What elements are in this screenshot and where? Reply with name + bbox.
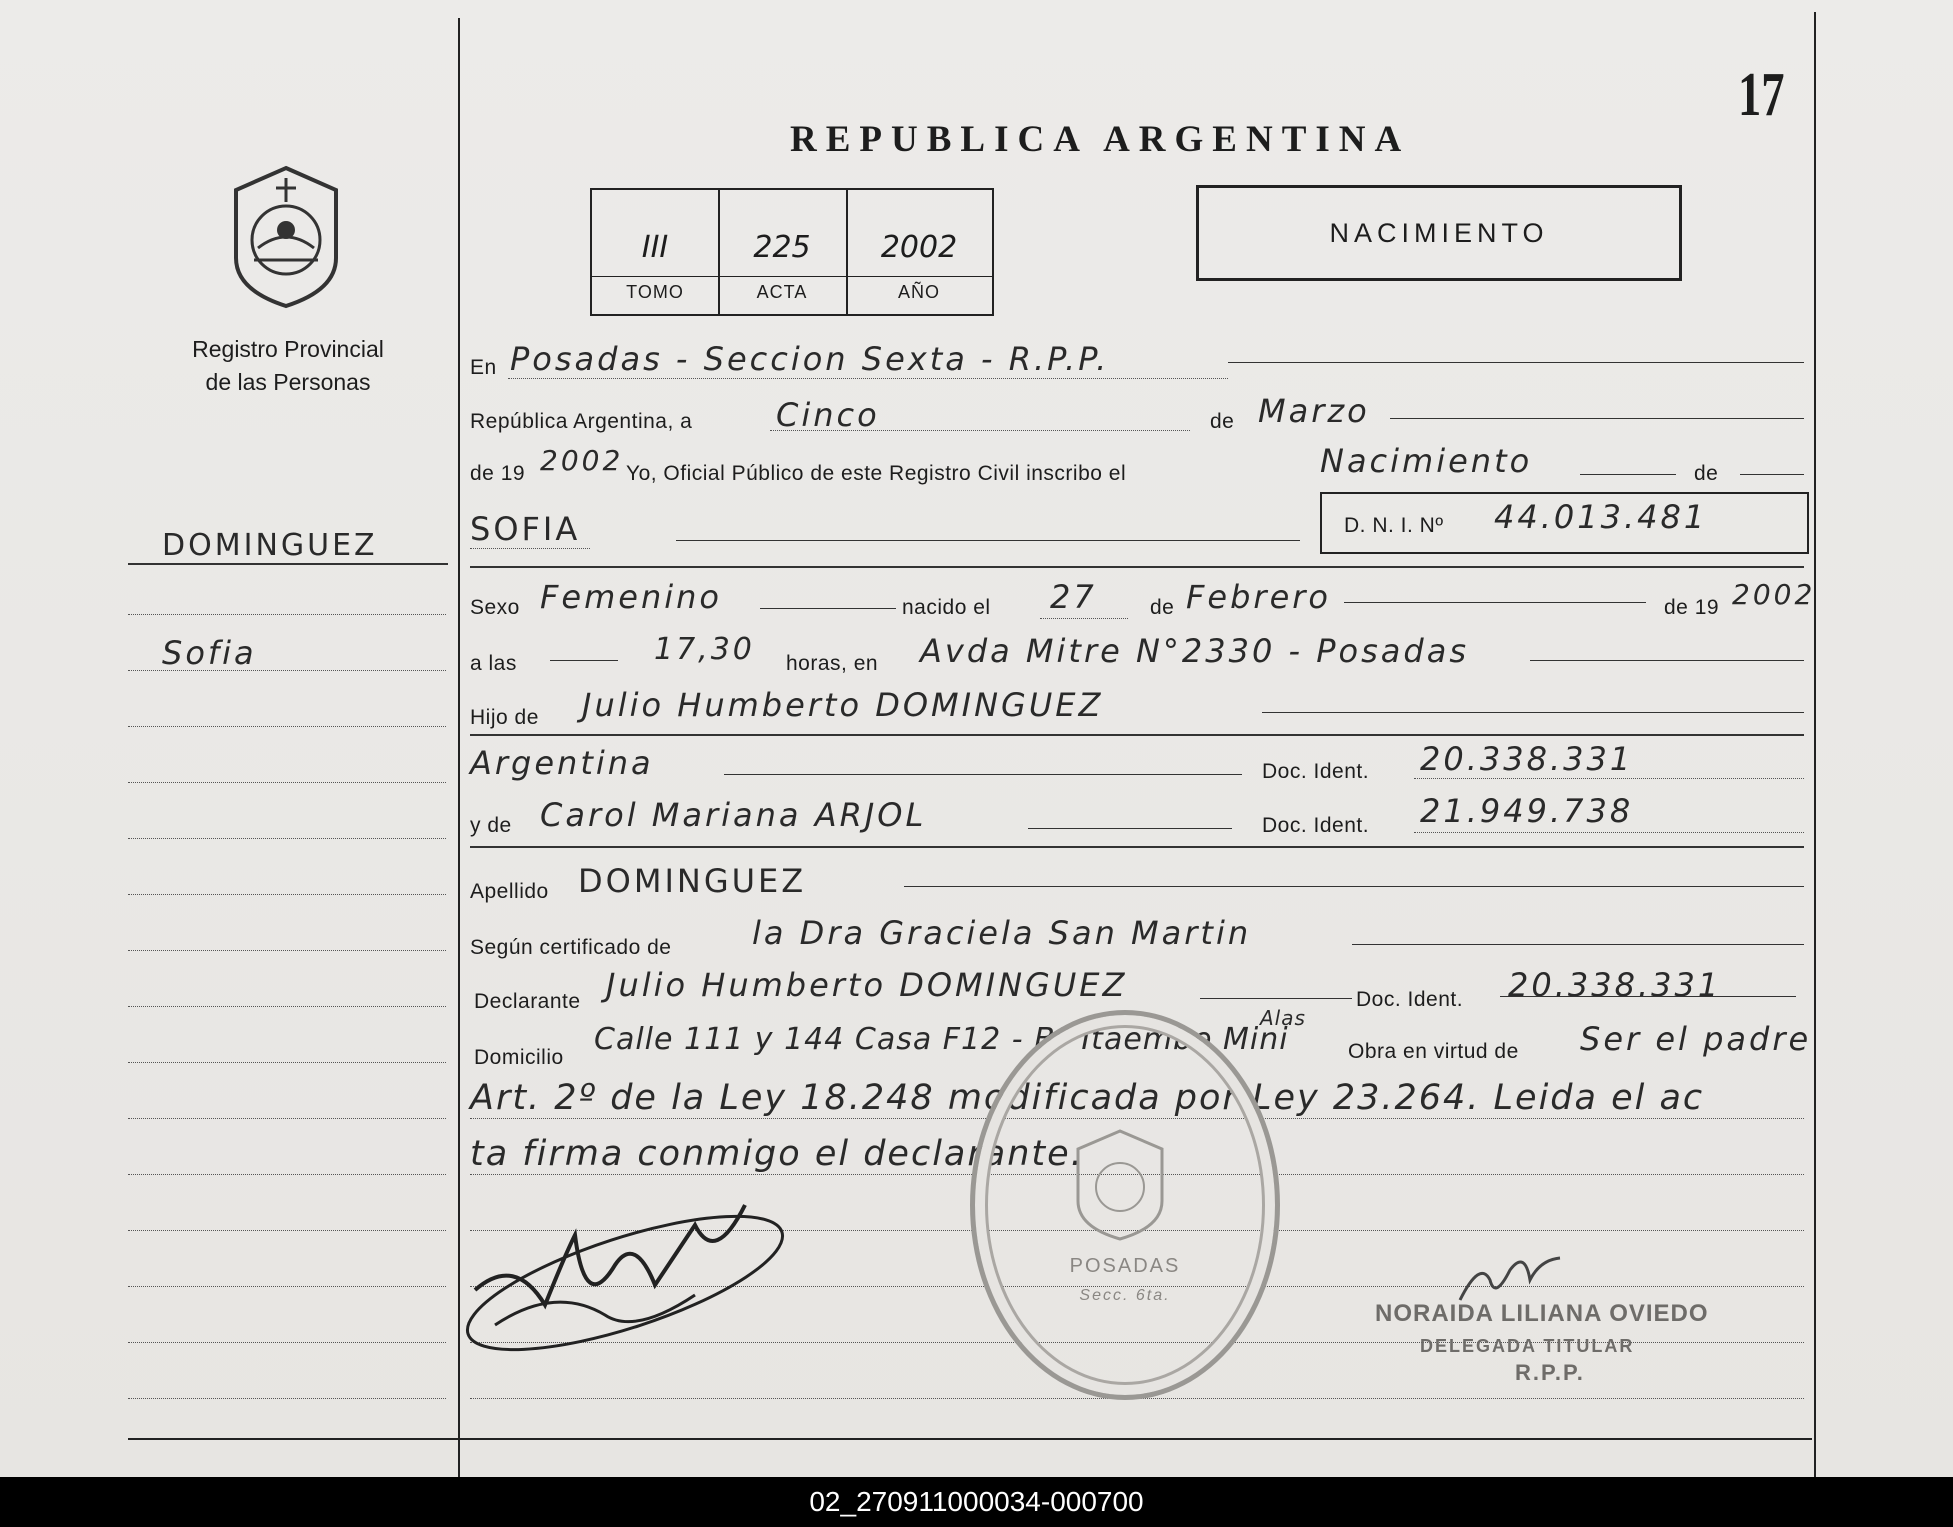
nacido-mes: Febrero	[1186, 578, 1331, 616]
bottom-border	[128, 1438, 1812, 1440]
margin-line	[128, 894, 446, 895]
official-role: DELEGADA TITULAR	[1420, 1336, 1635, 1356]
sexo-label: Sexo	[470, 596, 520, 619]
anio-cell	[846, 190, 992, 314]
de2-label: de	[1150, 596, 1175, 619]
acta-cell	[718, 190, 848, 314]
segun-label: Según certificado de	[470, 936, 672, 959]
padre-value: Julio Humberto DOMINGUEZ	[582, 686, 1104, 724]
margin-line	[128, 1230, 446, 1231]
mes-value: Marzo	[1258, 392, 1370, 430]
name-dotted-line	[470, 548, 590, 549]
obra-label: Obra en virtud de	[1348, 1040, 1519, 1063]
doc-label-2: Doc. Ident.	[1262, 814, 1370, 837]
nacido-dia: 27	[1050, 578, 1097, 616]
text-line-1: Art. 2º de la Ley 18.248 modificada por Ley 23.264. Leida el ac	[470, 1078, 1705, 1118]
doc-label-3: Doc. Ident.	[1356, 988, 1464, 1011]
official-office: R.P.P.	[1515, 1360, 1585, 1385]
hijo-label: Hijo de	[470, 706, 539, 729]
section-divider	[470, 566, 1804, 568]
tomo-label: TOMO	[626, 282, 684, 302]
declarant-signature	[455, 1195, 785, 1365]
margin-line	[128, 1342, 446, 1343]
text-line-2: ta firma conmigo el declarante.	[470, 1134, 1084, 1174]
registry-line2: de las Personas	[205, 369, 371, 395]
nacido-dia-line	[1040, 618, 1128, 619]
padre-doc-line	[1414, 778, 1804, 779]
madre-divider	[470, 846, 1804, 848]
name-line	[676, 540, 1300, 541]
right-border	[1814, 12, 1816, 1478]
margin-line	[128, 614, 446, 615]
doc-label: Doc. Ident.	[1262, 760, 1370, 783]
domicilio-value: Calle 111 y 144 Casa F12 - Bº Itaembe Mini	[594, 1022, 1289, 1057]
madre-doc-line	[1414, 832, 1804, 833]
dia-value: Cinco	[776, 396, 880, 434]
padre-doc-value: 20.338.331	[1420, 740, 1634, 778]
republica-label: República Argentina, a	[470, 410, 693, 433]
sexo-value: Femenino	[540, 578, 722, 616]
nacido-mes-line	[1344, 602, 1646, 603]
de-end-label: de	[1694, 462, 1719, 485]
mes-line	[1390, 418, 1804, 419]
declarante-doc-value: 20.338.331	[1508, 966, 1722, 1004]
lugar-value: Avda Mitre N°2330 - Posadas	[920, 632, 1469, 670]
padre-nac-line	[724, 774, 1242, 775]
nacido-year: 2002	[1732, 578, 1816, 611]
acta-label: ACTA	[756, 282, 808, 302]
official-name: NORAIDA LILIANA OVIEDO	[1375, 1300, 1709, 1327]
record-number-box	[590, 188, 994, 316]
sexo-line	[760, 608, 896, 609]
declarante-doc-line	[1500, 996, 1796, 997]
country-title: REPUBLICA ARGENTINA	[790, 119, 1411, 160]
margin-line	[128, 838, 446, 839]
lugar-line	[1530, 660, 1804, 661]
margin-surname-line	[128, 563, 448, 565]
segun-line	[1352, 944, 1804, 945]
dni-box	[1320, 492, 1809, 554]
en-value: Posadas - Seccion Sexta - R.P.P.	[510, 340, 1110, 378]
inscribo-line	[1580, 474, 1676, 475]
year-value: 2002	[540, 444, 624, 477]
margin-line	[128, 670, 446, 671]
act-type-box: NACIMIENTO	[1196, 185, 1682, 281]
madre-value: Carol Mariana ARJOL	[540, 796, 927, 834]
apellido-label: Apellido	[470, 880, 549, 903]
margin-line	[128, 1062, 446, 1063]
apellido-line	[904, 886, 1804, 887]
acta-value: 225	[753, 230, 811, 265]
provincia-misiones-seal-icon	[224, 160, 348, 312]
declarante-line	[1200, 998, 1352, 999]
tomo-value: III	[641, 230, 669, 265]
margin-line	[128, 782, 446, 783]
dni-value: 44.013.481	[1494, 498, 1708, 536]
horas-label: horas, en	[786, 652, 879, 675]
margin-line	[128, 1286, 446, 1287]
de-19-label: de 19	[470, 462, 526, 485]
margin-line	[128, 1174, 446, 1175]
anio-label: AÑO	[897, 282, 940, 302]
dni-label: D. N. I. Nº	[1344, 514, 1444, 537]
inscribo-value: Nacimiento	[1320, 442, 1533, 480]
de-19b-label: de 19	[1664, 596, 1720, 619]
y-de-label: y de	[470, 814, 512, 837]
obra-value: Ser el padre	[1580, 1020, 1812, 1058]
margin-given-name: Sofia	[162, 634, 257, 672]
declarante-label: Declarante	[474, 990, 581, 1013]
madre-doc-value: 21.949.738	[1420, 792, 1634, 830]
apellido-value: DOMINGUEZ	[578, 862, 807, 900]
margin-line	[128, 1118, 446, 1119]
padre-line	[1262, 712, 1804, 713]
margin-line	[128, 950, 446, 951]
stamp-seal-icon	[1070, 1125, 1170, 1245]
padre-nac-value: Argentina	[470, 744, 654, 782]
tomo-cell	[592, 190, 720, 314]
en-dotted-line	[508, 378, 1228, 379]
stamp-city: POSADAS	[1069, 1255, 1181, 1277]
registry-line1: Registro Provincial	[192, 336, 384, 362]
padre-divider	[470, 734, 1804, 736]
margin-surname: DOMINGUEZ	[162, 528, 378, 563]
a-las-line	[550, 660, 618, 661]
declarante-value: Julio Humberto DOMINGUEZ	[606, 966, 1128, 1004]
anio-value: 2002	[880, 230, 958, 265]
margin-line	[128, 1398, 446, 1399]
inscribo-label: Yo, Oficial Público de este Registro Civil inscribo el	[626, 462, 1127, 485]
a-las-label: a las	[470, 652, 517, 675]
page-number: 17	[1738, 61, 1785, 129]
domicilio-note: Alas	[1260, 1006, 1306, 1030]
official-stamp	[970, 1010, 1280, 1400]
de-label: de	[1210, 410, 1235, 433]
margin-line	[128, 1006, 446, 1007]
document-code-footer: 02_270911000034-000700	[0, 1477, 1953, 1527]
de-end-line	[1740, 474, 1804, 475]
dia-line	[770, 430, 1190, 431]
nacido-label: nacido el	[902, 596, 991, 619]
hora-value: 17,30	[654, 632, 755, 667]
segun-value: la Dra Graciela San Martin	[752, 914, 1252, 952]
domicilio-label: Domicilio	[474, 1046, 564, 1069]
en-label: En	[470, 356, 497, 379]
en-line	[1228, 362, 1804, 363]
name-value: SOFIA	[470, 510, 581, 548]
stamp-section: Secc. 6ta.	[1079, 1287, 1171, 1304]
madre-line	[1028, 828, 1232, 829]
registry-name	[150, 333, 426, 399]
margin-line	[128, 726, 446, 727]
